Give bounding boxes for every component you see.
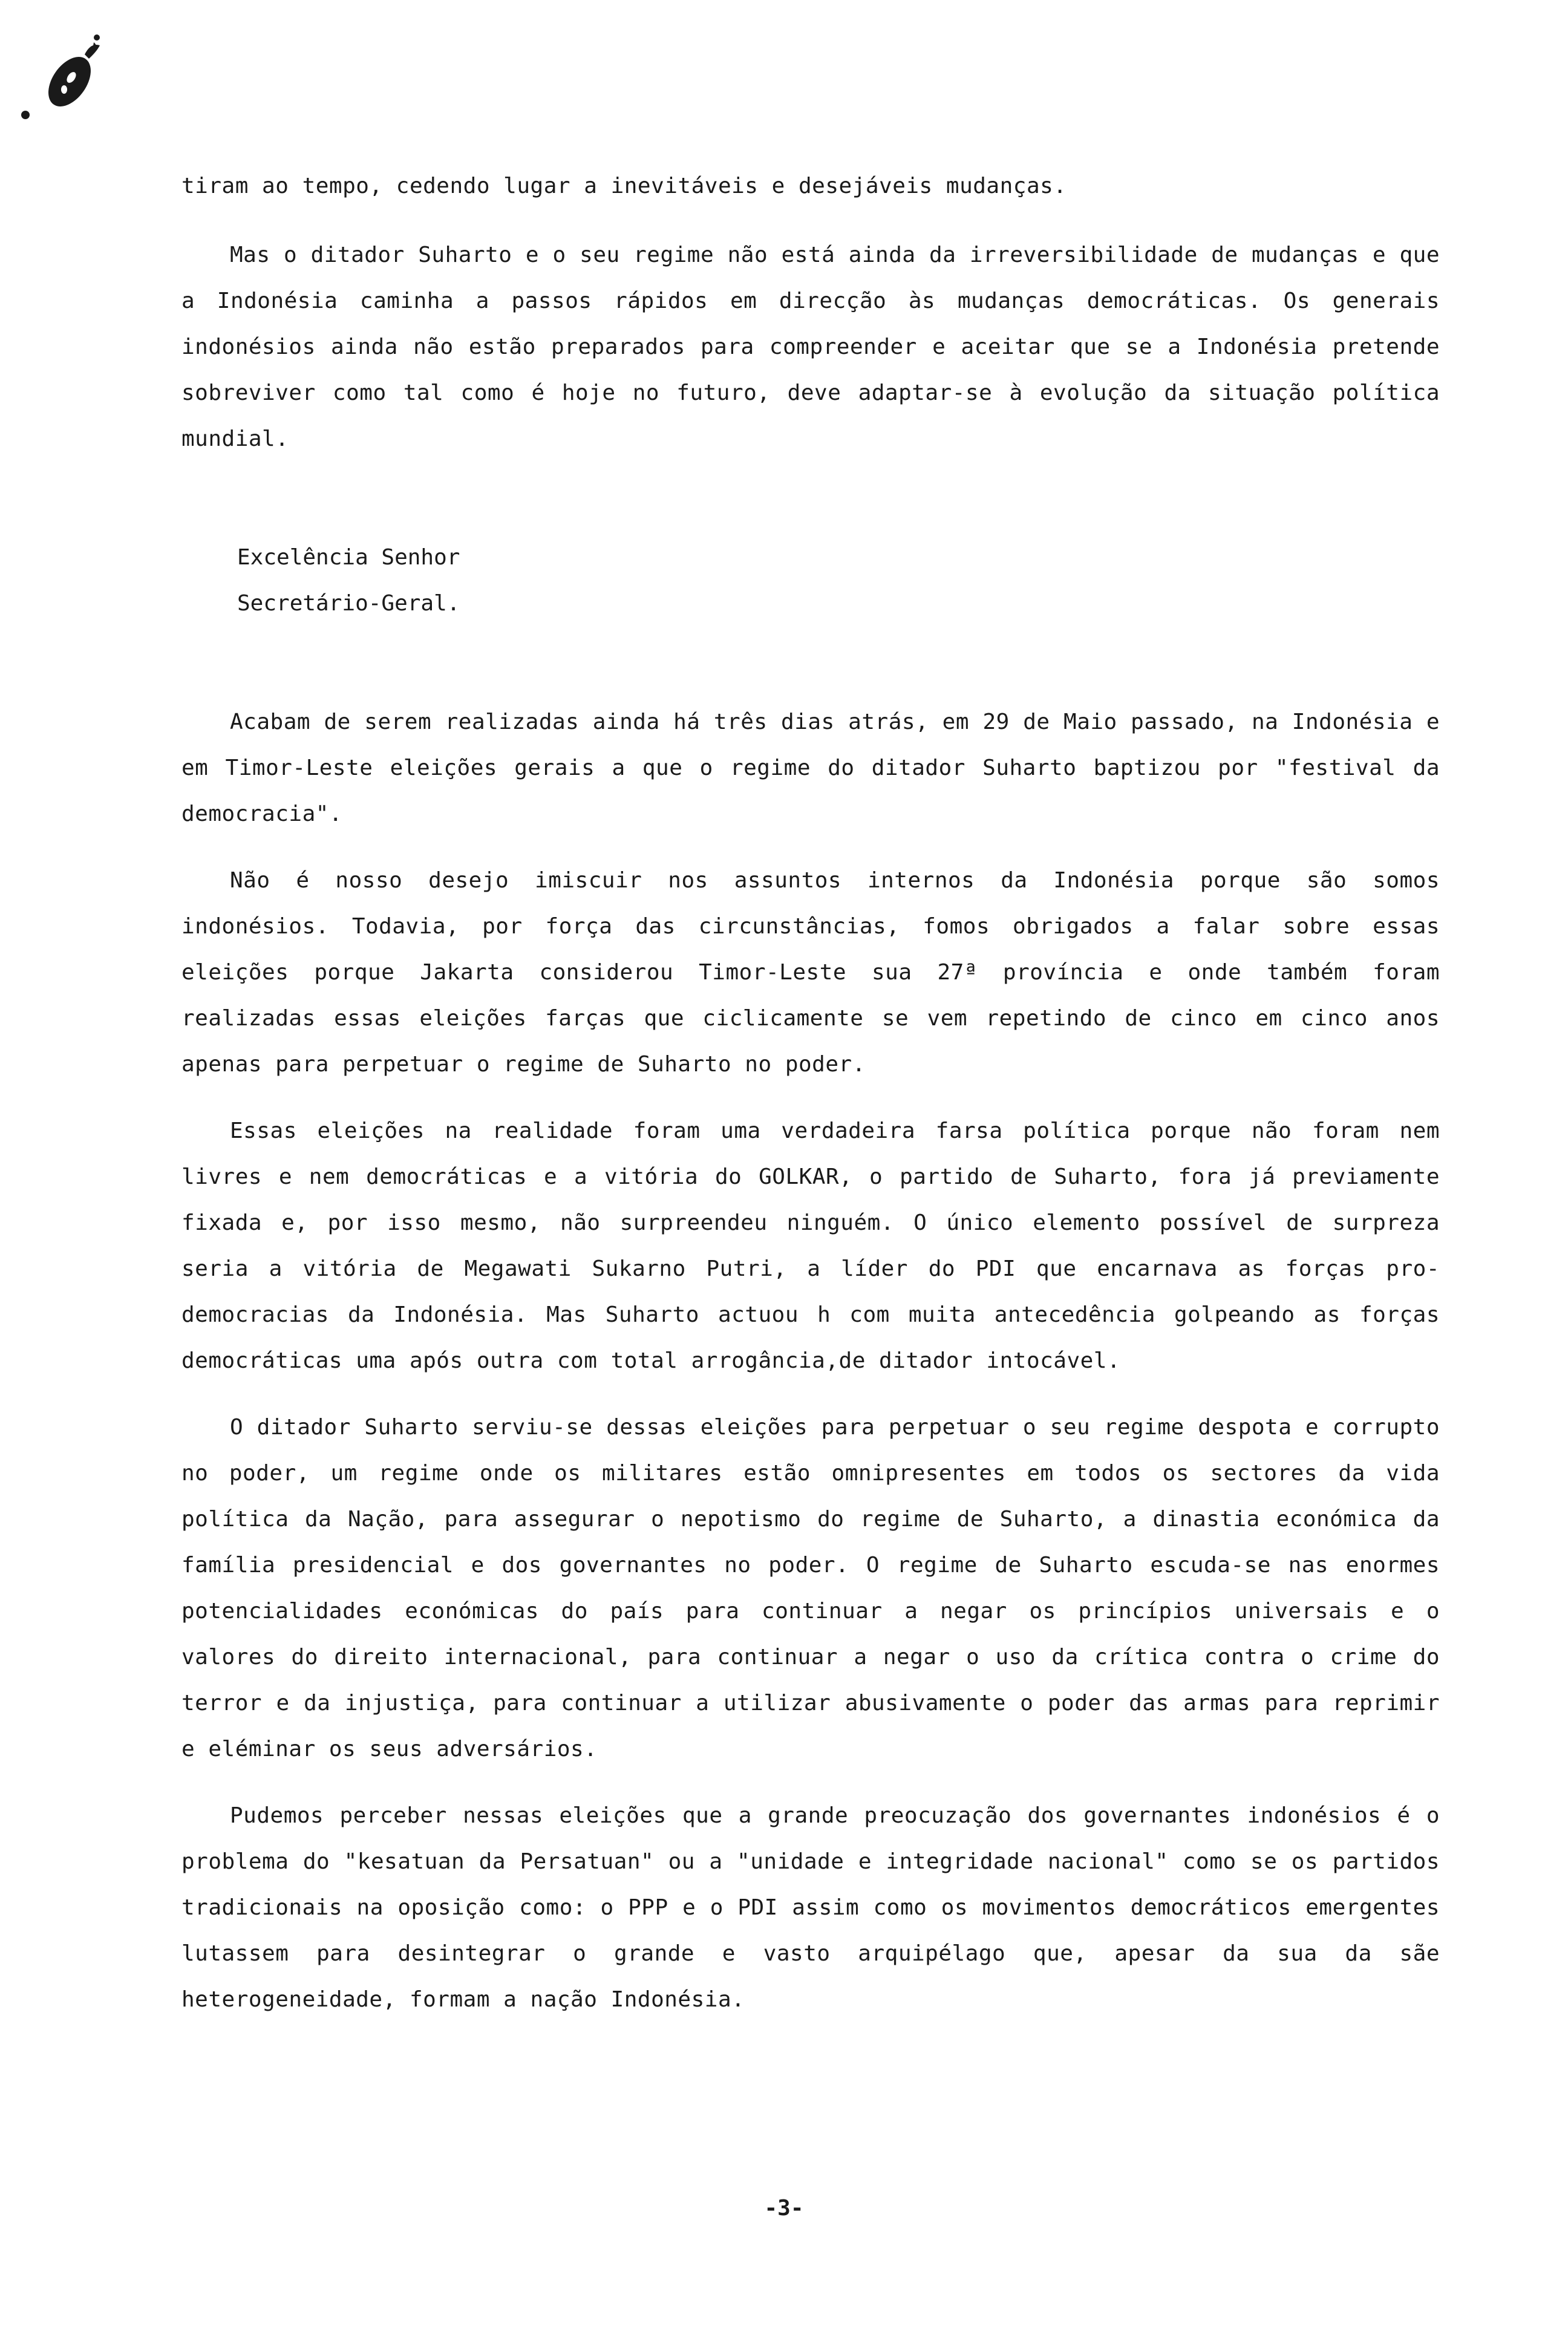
- salutation-block: [181, 535, 1440, 627]
- paragraph-farce: Essas eleições na realidade foram uma verdadeira farsa política porque não foram nem livres e nem democráticas e a vitória do GOLKAR, o partido de Suharto, fora já previamente fixada e, por isso mesmo, não surpreendeu ninguém. O único elemento possível de surpreza seria a vitória de Megawati Sukarno Putri, a líder do PDI que encarnava as forças pro-democracias da Indonésia. Mas Suharto actuou h com muita antecedência golpeando as forças democráticas uma após outra com total arrogância,de ditador intocável.: [181, 1118, 1440, 1373]
- paragraph-perpetuate-regime: O ditador Suharto serviu-se dessas eleições para perpetuar o seu regime despota e corrupto no poder, um regime onde os militares estão omnipresentes em todos os sectores da vida política da Nação, para assegurar o nepotismo do regime de Suharto, a dinastia económica da família presidencial e dos governantes no poder. O regime de Suharto escuda-se nas enormes potencialidades económicas do país para continuar a negar os princípios universais e o valores do direito internacional, para continuar a negar o uso da crítica contra o crime do terror e da injustiça, para continuar a utilizar abusivamente o poder das armas para reprimir e eléminar os seus adversários.: [181, 1415, 1440, 1761]
- page-number: -3-: [764, 2196, 804, 2221]
- salutation-line-2: Secretário-Geral.: [237, 591, 460, 616]
- paragraph-elections: Acabam de serem realizadas ainda há três dias atrás, em 29 de Maio passado, na Indonésia e em Timor-Leste eleições gerais a que o regime do ditador Suharto baptizou por "festival da democracia".: [181, 710, 1440, 826]
- paragraph-continuation: tiram ao tempo, cedendo lugar a inevitáveis e desejáveis mudanças.: [181, 174, 1067, 198]
- ink-mark-icon: [12, 24, 103, 121]
- paragraph-not-our-desire: Não é nosso desejo imiscuir nos assuntos internos da Indonésia porque são somos indonésios. Todavia, por força das circunstâncias, fomos obrigados a falar sobre essas eleições porque Jakarta considerou Timor-Leste sua 27ª província e onde também foram realizadas essas eleições farças que ciclicamente se vem repetindo de cinco em cinco anos apenas para perpetuar o regime de Suharto no poder.: [181, 868, 1440, 1077]
- salutation-line-1: Excelência Senhor: [237, 545, 460, 570]
- paragraph-suharto-regime: Mas o ditador Suharto e o seu regime não está ainda da irreversibilidade de mudanças e que a Indonésia caminha a passos rápidos em direcção às mudanças democráticas. Os generais indonésios ainda não estão preparados para compreender e aceitar que se a Indonésia pretende sobreviver como tal como é hoje no futuro, deve adaptar-se à evolução da situação política mundial.: [181, 243, 1440, 451]
- paragraph-national-unity: Pudemos perceber nessas eleições que a grande preocuzação dos governantes indonésios é o problema do "kesatuan da Persatuan" ou a "unidade e integridade nacional" como se os partidos tradicionais na oposição como: o PPP e o PDI assim como os movimentos democráticos emergentes lutassem para desintegrar o grande e vasto arquipélago que, apesar da sua da sãe heterogeneidade, formam a nação Indonésia.: [181, 1803, 1440, 2012]
- document-body: [181, 163, 1440, 2023]
